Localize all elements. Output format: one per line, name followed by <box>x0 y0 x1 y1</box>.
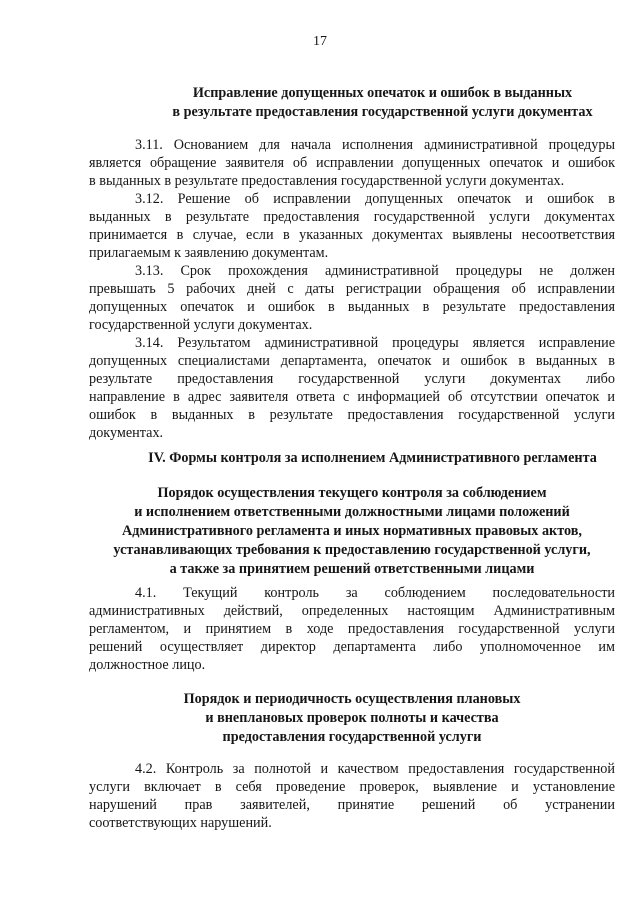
paragraph-line: решений осуществляет директор департамента либо уполномоченное им <box>89 639 615 655</box>
paragraph-line: допущенных опечаток и ошибок в выданных в результате предоставления <box>89 299 615 315</box>
heading-line: и внеплановых проверок полноты и качества <box>205 710 499 726</box>
paragraph-line: 3.12. Решение об исправлении допущенных опечаток и ошибок в <box>135 191 615 207</box>
paragraph-line: административных действий, определенных настоящим Административным <box>89 603 615 619</box>
heading-line: а также за принятием решений ответственными лицами <box>169 561 535 577</box>
heading-line: Административного регламента и иных нормативных правовых актов, <box>122 523 582 539</box>
paragraph-line: результате предоставления государственной услуги документах либо <box>89 371 615 387</box>
paragraph-line: допущенных специалистами департамента, опечаток и ошибок в выданных в <box>89 353 615 369</box>
heading-line: IV. Формы контроля за исполнением Административного регламента <box>148 450 597 466</box>
paragraph-line: услуги включает в себя проведение проверок, выявление и установление <box>89 779 615 795</box>
paragraph-line: нарушений прав заявителей, принятие решений об устранении <box>89 797 615 813</box>
paragraph-line: прилагаемым к заявлению документам. <box>89 245 329 261</box>
heading-line: Исправление допущенных опечаток и ошибок в выданных <box>192 85 573 101</box>
paragraph-line: принимается в случае, если в указанных документах выявлены несоответствия <box>89 227 615 243</box>
paragraph-line: выданных в результате предоставления государственной услуги документах <box>89 209 615 225</box>
chapter-heading-iv <box>130 449 615 468</box>
heading-line: предоставления государственной услуги <box>222 729 482 745</box>
paragraph-4-2 <box>89 760 615 832</box>
paragraph-line: 3.11. Основанием для начала исполнения административной процедуры <box>135 137 615 153</box>
paragraph-3-13 <box>89 262 615 334</box>
paragraph-line: регламентом, и принятием в ходе предоставления государственной услуги <box>89 621 615 637</box>
paragraph-line: 4.1. Текущий контроль за соблюдением последовательности <box>135 585 615 601</box>
paragraph-line: документах. <box>89 425 164 441</box>
paragraph-3-12 <box>89 190 615 262</box>
paragraph-line: должностное лицо. <box>89 657 206 673</box>
paragraph-line: государственной услуги документах. <box>89 317 313 333</box>
heading-line: Порядок и периодичность осуществления плановых <box>183 691 521 707</box>
paragraph-line: 3.13. Срок прохождения административной процедуры не должен <box>135 263 615 279</box>
paragraph-3-11 <box>89 136 615 190</box>
paragraph-line: превышать 5 рабочих дней с даты регистрации обращения об исправлении <box>89 281 615 297</box>
section-heading-corrections <box>150 84 615 122</box>
paragraph-line: направление в адрес заявителя ответа с информацией об отсутствии опечаток и <box>89 389 615 405</box>
paragraph-line: 3.14. Результатом административной процедуры является исправление <box>135 335 615 351</box>
paragraph-line: 4.2. Контроль за полнотой и качеством предоставления государственной <box>135 761 615 777</box>
heading-line: Порядок осуществления текущего контроля за соблюдением <box>157 485 547 501</box>
heading-line: в результате предоставления государственной услуги документах <box>172 104 593 120</box>
paragraph-line: соответствующих нарушений. <box>89 815 272 831</box>
heading-line: и исполнением ответственными должностными лицами положений <box>134 504 570 520</box>
paragraph-line: является обращение заявителя об исправлении допущенных опечаток и ошибок <box>89 155 615 171</box>
section-heading-inspections <box>89 690 615 747</box>
paragraph-line: в выданных в результате предоставления государственной услуги документах. <box>89 173 565 189</box>
section-heading-current-control <box>89 484 615 579</box>
paragraph-3-14 <box>89 334 615 442</box>
paragraph-4-1 <box>89 584 615 674</box>
paragraph-line: ошибок в выданных в результате предоставления государственной услуги <box>89 407 615 423</box>
page-number: 17 <box>313 34 327 49</box>
heading-line: устанавливающих требования к предоставлению государственной услуги, <box>113 542 591 558</box>
